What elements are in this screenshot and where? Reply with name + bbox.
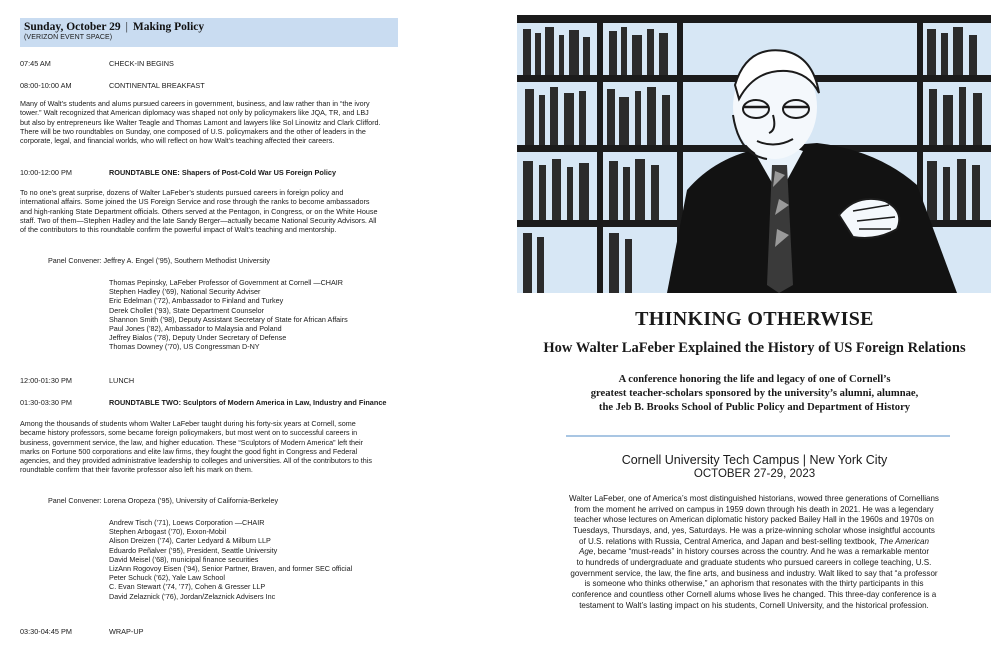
rt1-line: and high-ranking State Department officials. Others served at the Pentagon, in Congress, or on the White House (20, 206, 378, 216)
day-separator: | (125, 21, 128, 33)
schedule-time: 01:30-03:30 PM (20, 398, 72, 407)
panelist: Shannon Smith (’98), Deputy Assistant Secretary of State for African Affairs (109, 314, 348, 324)
schedule-time: 12:00-01:30 PM (20, 376, 72, 385)
rt2-line: became history professors, some became foreign policymakers, but most went on to successful careers in (20, 428, 358, 438)
rt1-line: staff. Two of them—Stephen Hadley and the late Sandy Berger—actually became National Security Advisors. All (20, 215, 377, 225)
roundtable-two-panel (109, 518, 352, 601)
bio-line: from the moment he arrived on campus in 1959 down through his death in 2021. He was a legendary (574, 504, 934, 514)
panelist: Alison Dreizen (’74), Carter Ledyard & Milburn LLP (109, 536, 271, 546)
panelist: David Meisel (’68), municipal finance securities (109, 554, 259, 564)
bio-line: Walter LaFeber, one of America’s most distinguished historians, wowed three generations of Cornellians (569, 494, 939, 503)
rt2-line: agencies, and they provided administrative leadership to colleges and universities. All of the contributors to this (20, 456, 372, 466)
panelist: Eduardo Peñalver (’95), President, Seattle University (109, 545, 278, 555)
bio-line: Tuesdays, Thursdays, and, yes, Saturdays. He was a prize-winning scholar whose insightful accounts (573, 525, 935, 535)
schedule-label: LUNCH (109, 376, 135, 385)
intro-line: Many of Walt’s students and alums pursued careers in government, business, and law rather than in “the ivory (20, 99, 370, 108)
bio-line: teacher whose lectures on American diplomatic history packed Bailey Hall in the 1960s and 1970s on (574, 515, 934, 525)
conference-venue: Cornell University Tech Campus | New York City (621, 453, 888, 467)
day-date: Sunday, October 29 (24, 21, 121, 33)
book-title: The American (879, 536, 929, 546)
schedule-time: 10:00-12:00 PM (20, 168, 72, 177)
panelist: David Zelaznick (’76), Jordan/Zelaznick Advisers Inc (109, 591, 276, 601)
rt2-line: Among the thousands of students whom Walter LaFeber taught during his forty-six years at Cornell, some (20, 419, 356, 428)
panelist: Stephen Arbogast (’70), Exxon-Mobil (109, 527, 227, 537)
schedule-label: CONTINENTAL BREAKFAST (109, 81, 205, 90)
schedule-label: CHECK-IN BEGINS (109, 59, 174, 68)
conference-subtitle: How Walter LaFeber Explained the History of US Foreign Relations (543, 340, 966, 356)
sponsor-line: A conference honoring the life and legacy of one of Cornell’s (618, 374, 891, 385)
intro-line: There will be two roundtables on Sunday, one composed of U.S. policymakers and the other of leaders in the (20, 126, 366, 136)
panelist: Jeffrey Bialos (’78), Deputy Under Secretary of Defense (109, 333, 287, 343)
schedule-time: 08:00-10:00 AM (20, 81, 72, 90)
schedule-item-checkin (20, 59, 174, 68)
panelist: Eric Edelman (’72), Ambassador to Finland and Turkey (109, 296, 284, 306)
roundtable-one-convener: Panel Convener: Jeffrey A. Engel (’95), Southern Methodist University (48, 256, 270, 265)
bio-line: conference and countless other Cornell alums whose lives he changed. This three-day conference is a (571, 589, 937, 599)
conference-title: THINKING OTHERWISE (635, 308, 874, 330)
rt1-line: To no one’s great surprise, dozens of Walter LaFeber’s students pursued careers in foreign policy and (20, 188, 344, 197)
bio-line (520, 547, 988, 558)
lafeber-biography (520, 494, 988, 611)
section-divider (566, 435, 950, 437)
rt1-line: international affairs. Some joined the US Foreign Service and rose through the ranks to become ambassadors (20, 197, 370, 207)
sponsor-line: greatest teacher-scholars sponsored by the university’s alumni, alumnae, (590, 388, 919, 399)
schedule-item-roundtable-two (20, 398, 386, 407)
bio-line (520, 537, 988, 548)
rt1-line: of the contributors to this roundtable confirm the powerful impact of Walt’s teaching and mentorship. (20, 225, 337, 235)
schedule-item-roundtable-one (20, 168, 336, 177)
schedule-item-lunch (20, 376, 134, 385)
sponsor-line: the Jeb B. Brooks School of Public Policy and Department of History (598, 402, 911, 413)
bio-text: of U.S. relations with Russia, Central America, and Japan and best-selling textbook, (579, 536, 877, 546)
bio-line: is someone who thinks otherwise,” an aphorism that resonates with the thirty participants in this (584, 579, 924, 589)
rt2-line: business, government service, the law, and higher education. These “Sculptors of Modern America” left their (20, 437, 364, 447)
rt2-line: roundtable confirm that their favorite professor also left his mark on them. (20, 465, 253, 475)
day-venue: (VERIZON EVENT SPACE) (24, 34, 113, 41)
day-header (20, 18, 398, 47)
schedule-time: 03:30-04:45 PM (20, 627, 72, 636)
panelist: Derek Chollet (’93), State Department Counselor (109, 305, 265, 315)
roundtable-two-description (20, 419, 498, 475)
intro-paragraph (20, 99, 498, 145)
intro-line: tower.” Walt recognized that American diplomacy was shaped not only by policymakers like JQA, TR, and LBJ (20, 108, 369, 118)
panelist: Peter Schuck (’62), Yale Law School (109, 573, 225, 583)
schedule-item-breakfast (20, 81, 205, 90)
bio-line: to hundreds of undergraduate and graduate students who pursued careers in college teaching, U.S. (576, 557, 932, 567)
schedule-time: 07:45 AM (20, 59, 51, 68)
roundtable-two-convener: Panel Convener: Lorena Oropeza (’95), University of California-Berkeley (48, 496, 279, 505)
roundtable-one-panel (109, 278, 348, 352)
panelist: LizAnn Rogovoy Eisen (’94), Senior Partner, Braven, and former SEC official (109, 564, 353, 574)
schedule-label: ROUNDTABLE TWO: Sculptors of Modern America in Law, Industry and Finance (109, 398, 387, 407)
portrait-illustration (517, 15, 991, 293)
portrait-photo (517, 15, 991, 293)
schedule-label: ROUNDTABLE ONE: Shapers of Post-Cold War US Foreign Policy (109, 168, 337, 177)
panelist: Thomas Pepinsky, LaFeber Professor of Government at Cornell —CHAIR (109, 278, 343, 287)
schedule-column (20, 18, 498, 636)
panelist: Thomas Downey (’70), US Congressman D-NY (109, 342, 260, 352)
conference-dates: OCTOBER 27-29, 2023 (693, 468, 816, 480)
rt2-line: marks on Fortune 500 corporations and elite law firms, they fought the good fight in Congress and Federal (20, 446, 358, 456)
bio-text: , became “must-reads” in history courses across the country. And he was a remarkable mentor (593, 547, 930, 557)
book-title-continued: Age (578, 547, 594, 557)
intro-line: corporate, legal, and financial worlds, who will reflect on how Walt’s teaching affected their careers. (20, 136, 335, 146)
day-title (24, 21, 394, 33)
schedule-label: WRAP-UP (109, 627, 144, 636)
day-theme: Making Policy (132, 21, 205, 33)
schedule-item-wrap-up (20, 627, 143, 636)
bio-line: government service, the law, the fine arts, and business and industry. Walt liked to say that “a professor (570, 568, 938, 578)
panelist: Andrew Tisch (’71), Loews Corporation —CHAIR (109, 518, 265, 527)
conference-sponsors (512, 373, 997, 415)
roundtable-one-description (20, 188, 498, 234)
panelist: C. Evan Stewart (’74, ’77), Cohen & Gresser LLP (109, 582, 266, 592)
panelist: Stephen Hadley (’69), National Security Adviser (109, 287, 261, 297)
bio-line: testament to Walt’s lasting impact on his students, Cornell University, and the historical profession. (579, 600, 929, 610)
panelist: Paul Jones (’82), Ambassador to Malaysia and Poland (109, 324, 282, 334)
intro-line: but also by entrepreneurs like Walter Teagle and Thomas Lamont and lawyers like Sol Linowitz and Clark Clifford. (20, 117, 381, 127)
